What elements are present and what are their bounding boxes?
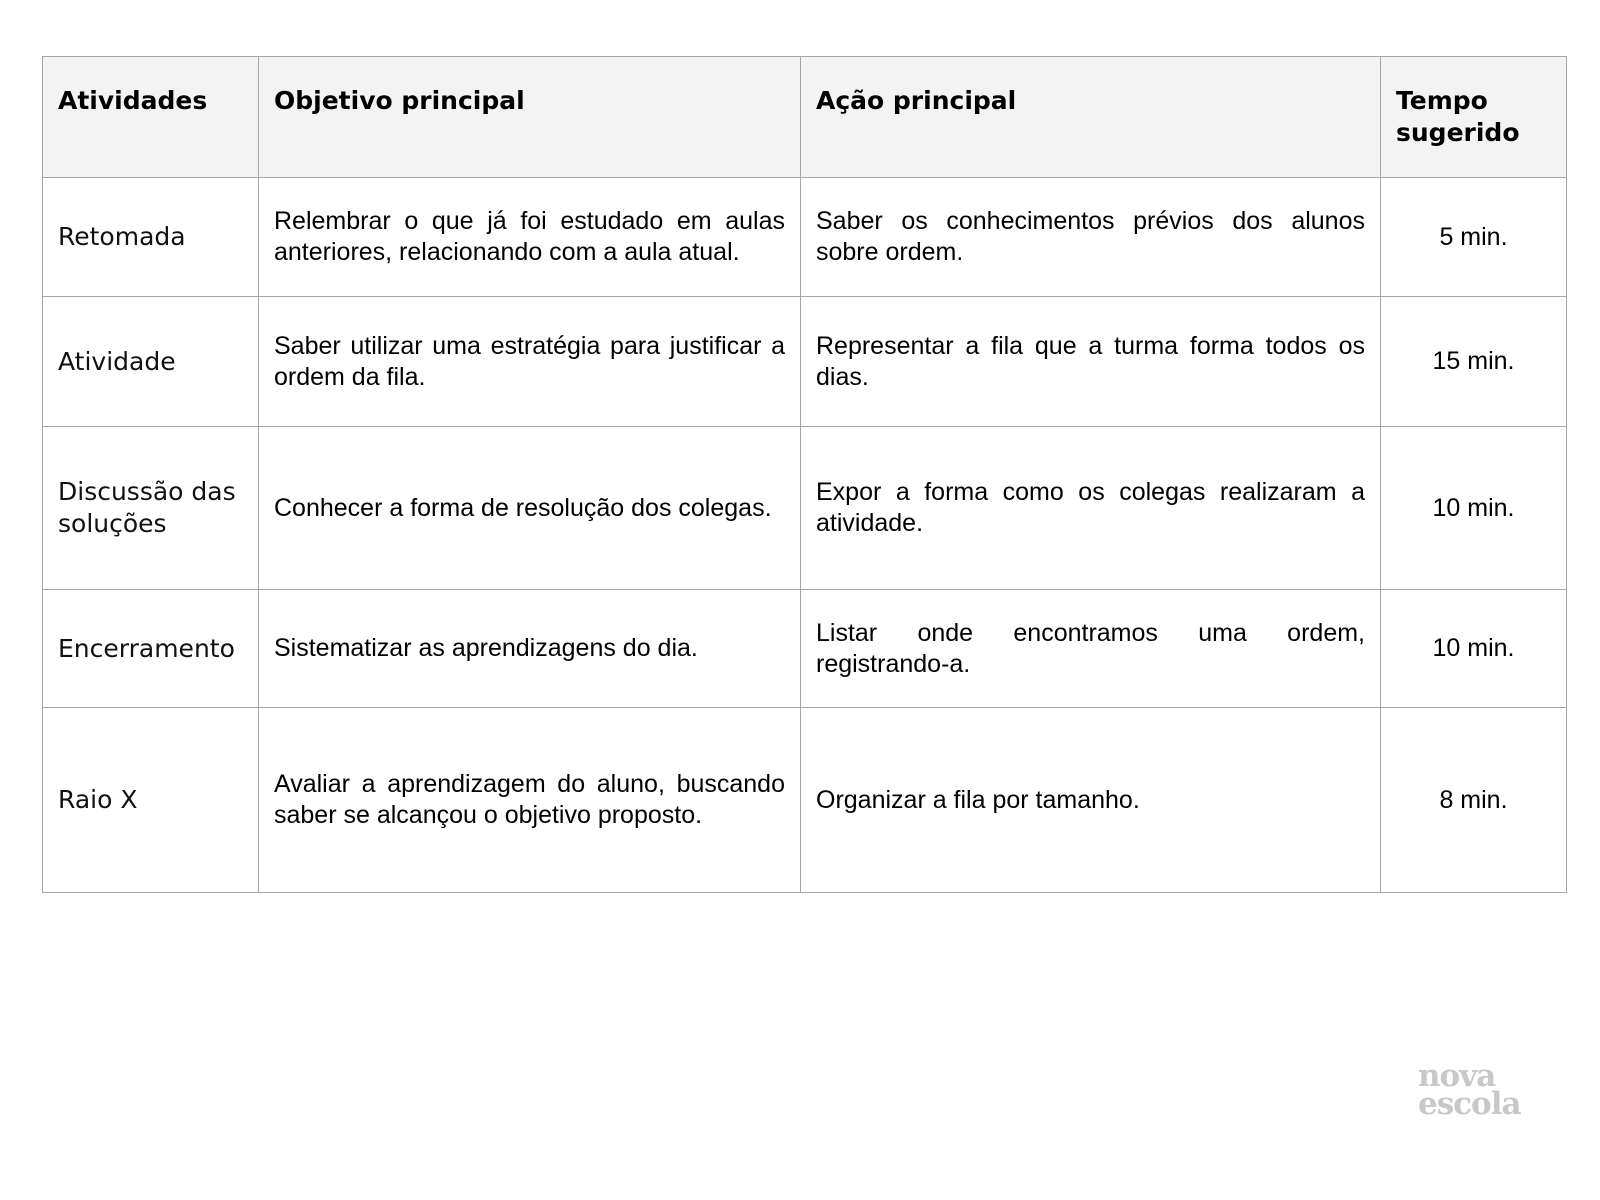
lesson-plan-table	[42, 56, 1567, 893]
activity-cell: Atividade	[43, 297, 259, 427]
table-header-row	[43, 57, 1567, 178]
action-cell: Representar a fila que a turma forma todos os dias.	[801, 297, 1381, 427]
activity-cell: Retomada	[43, 178, 259, 297]
action-cell: Listar onde encontramos uma ordem, registrando-a.	[801, 590, 1381, 708]
table-row	[43, 708, 1567, 893]
logo-line-escola: escola	[1418, 1086, 1521, 1122]
activity-cell: Encerramento	[43, 590, 259, 708]
header-atividades: Atividades	[43, 57, 259, 178]
activity-cell: Raio X	[43, 708, 259, 893]
action-cell: Saber os conhecimentos prévios dos alunos sobre ordem.	[801, 178, 1381, 297]
objective-cell: Conhecer a forma de resolução dos colegas.	[259, 427, 801, 590]
objective-cell: Sistematizar as aprendizagens do dia.	[259, 590, 801, 708]
logo-line-nova: nova	[1418, 1058, 1496, 1094]
objective-cell: Avaliar a aprendizagem do aluno, buscando saber se alcançou o objetivo proposto.	[259, 708, 801, 893]
time-cell: 15 min.	[1381, 297, 1567, 427]
action-cell: Expor a forma como os colegas realizaram a atividade.	[801, 427, 1381, 590]
table-row	[43, 178, 1567, 297]
time-cell: 5 min.	[1381, 178, 1567, 297]
action-cell: Organizar a fila por tamanho.	[801, 708, 1381, 893]
table-row	[43, 590, 1567, 708]
time-cell: 8 min.	[1381, 708, 1567, 893]
time-cell: 10 min.	[1381, 590, 1567, 708]
objective-cell: Relembrar o que já foi estudado em aulas anteriores, relacionando com a aula atual.	[259, 178, 801, 297]
header-acao-principal: Ação principal	[801, 57, 1381, 178]
header-objetivo-principal: Objetivo principal	[259, 57, 801, 178]
table-row	[43, 427, 1567, 590]
nova-escola-logo	[1418, 1058, 1538, 1122]
header-tempo-sugerido: Tempo sugerido	[1381, 57, 1567, 178]
time-cell: 10 min.	[1381, 427, 1567, 590]
table-row	[43, 297, 1567, 427]
activity-cell: Discussão das soluções	[43, 427, 259, 590]
objective-cell: Saber utilizar uma estratégia para justificar a ordem da fila.	[259, 297, 801, 427]
